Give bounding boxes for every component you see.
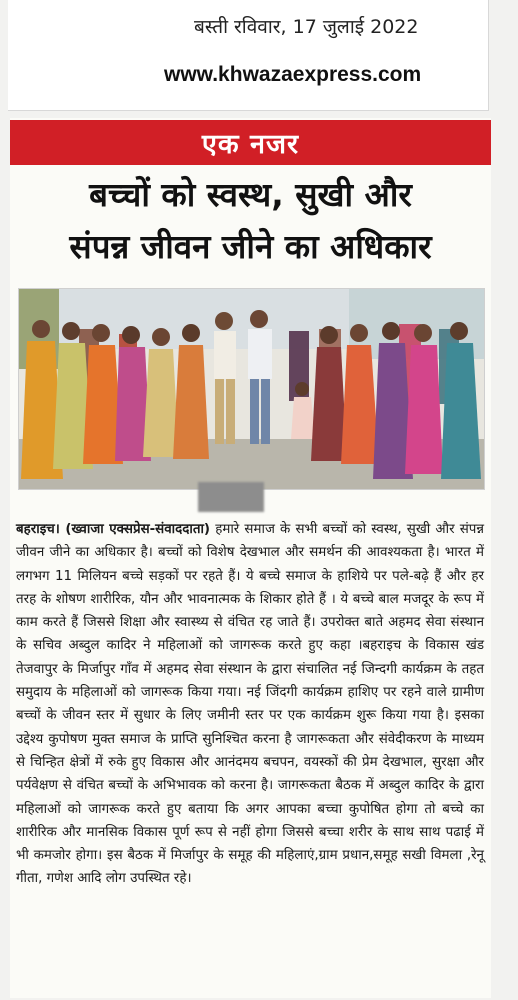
website-url: www.khwazaexpress.com xyxy=(164,63,422,86)
section-band xyxy=(10,120,491,165)
headline-line-2: संपन्न जीवन जीने का अधिकार xyxy=(69,227,432,266)
article-body xyxy=(16,518,484,891)
news-clipping xyxy=(10,118,491,998)
article-byline: बहराइच। (ख्वाजा एक्सप्रेस-संवाददाता) xyxy=(16,522,211,537)
masthead xyxy=(8,0,489,111)
dateline: बस्ती रविवार, 17 जुलाई 2022 xyxy=(194,16,419,38)
article-body-text: हमारे समाज के सभी बच्चों को स्वस्थ, सुखी और संपन्न जीवन जीने का अधिकार है। बच्चों को विशेष देखभाल और समर्थन की आवश्यकता है। भारत में लगभग 11 मिलियन बच्चे सड़कों पर रहते हैं। ये बच्चे समाज के हाशिये पर पले-बढ़े हैं और हर तरह के शोषण शारीरिक, यौन और भावनात्मक के शिकार होते हैं । ये बच्चे बाल मजदूर के रूप में काम करते हैं जिससे शिक्षा और स्वास्थ्य से वंचित रह जाते हैं। उपरोक्त बाते अहमद सेवा संस्थान के सचिव अब्दुल कादिर ने महिलाओं को जागरूक करते हुए कहा ।बहराइच के विकास खंड तेजवापुर के मिर्जापुर गाँव में अहमद सेवा संस्थान के द्वारा संचालित नई जिन्दगी कार्यक्रम के तहत समुदाय के महिलाओं को जागरूक किया गया। नई जिंदगी कार्यक्रम हाशिए पर रहने वाले ग्रामीण बच्चों के जीवन स्तर में सुधार के लिए जमीनी स्तर पर एक कार्यक्रम शुरू किया गया है। इसका उद्देश्य कुपोषण मुक्त समाज के प्राप्ति सुनिश्चित करना है जागरूकता और संवेदीकरण के माध्यम से चिन्हित क्षेत्रों में रुके हुए विकास और आनंदमय बचपन, वयस्कों की प्रेम देखभाल, सुरक्षा और पर्यवेक्षण से वंचित बच्चों के अभिभावक को करना है। जागरूकता बैठक में अब्दुल कादिर के द्वारा महिलाओं को जागरूक करते हुए बताया कि अगर आपका बच्चा कुपोषित होगा तो बच्चे का शारीरिक और मानसिक विकास पूर्ण रूप से नहीं होगा जिससे बच्चा शरीर के साथ साथ पढाई में भी कमजोर होगा। इस बैठक में मिर्जापुर के समूह की महिलाएं,ग्राम प्रधान,समूह सखी विमला ,रेनू गीता, गणेश आदि लोग उपस्थित रहे। xyxy=(16,522,485,887)
section-label: एक नजर xyxy=(201,129,300,160)
group-photo xyxy=(18,288,485,490)
blurred-watermark xyxy=(198,482,264,512)
headline-line-1: बच्चों को स्वस्थ, सुखी और xyxy=(89,175,412,214)
